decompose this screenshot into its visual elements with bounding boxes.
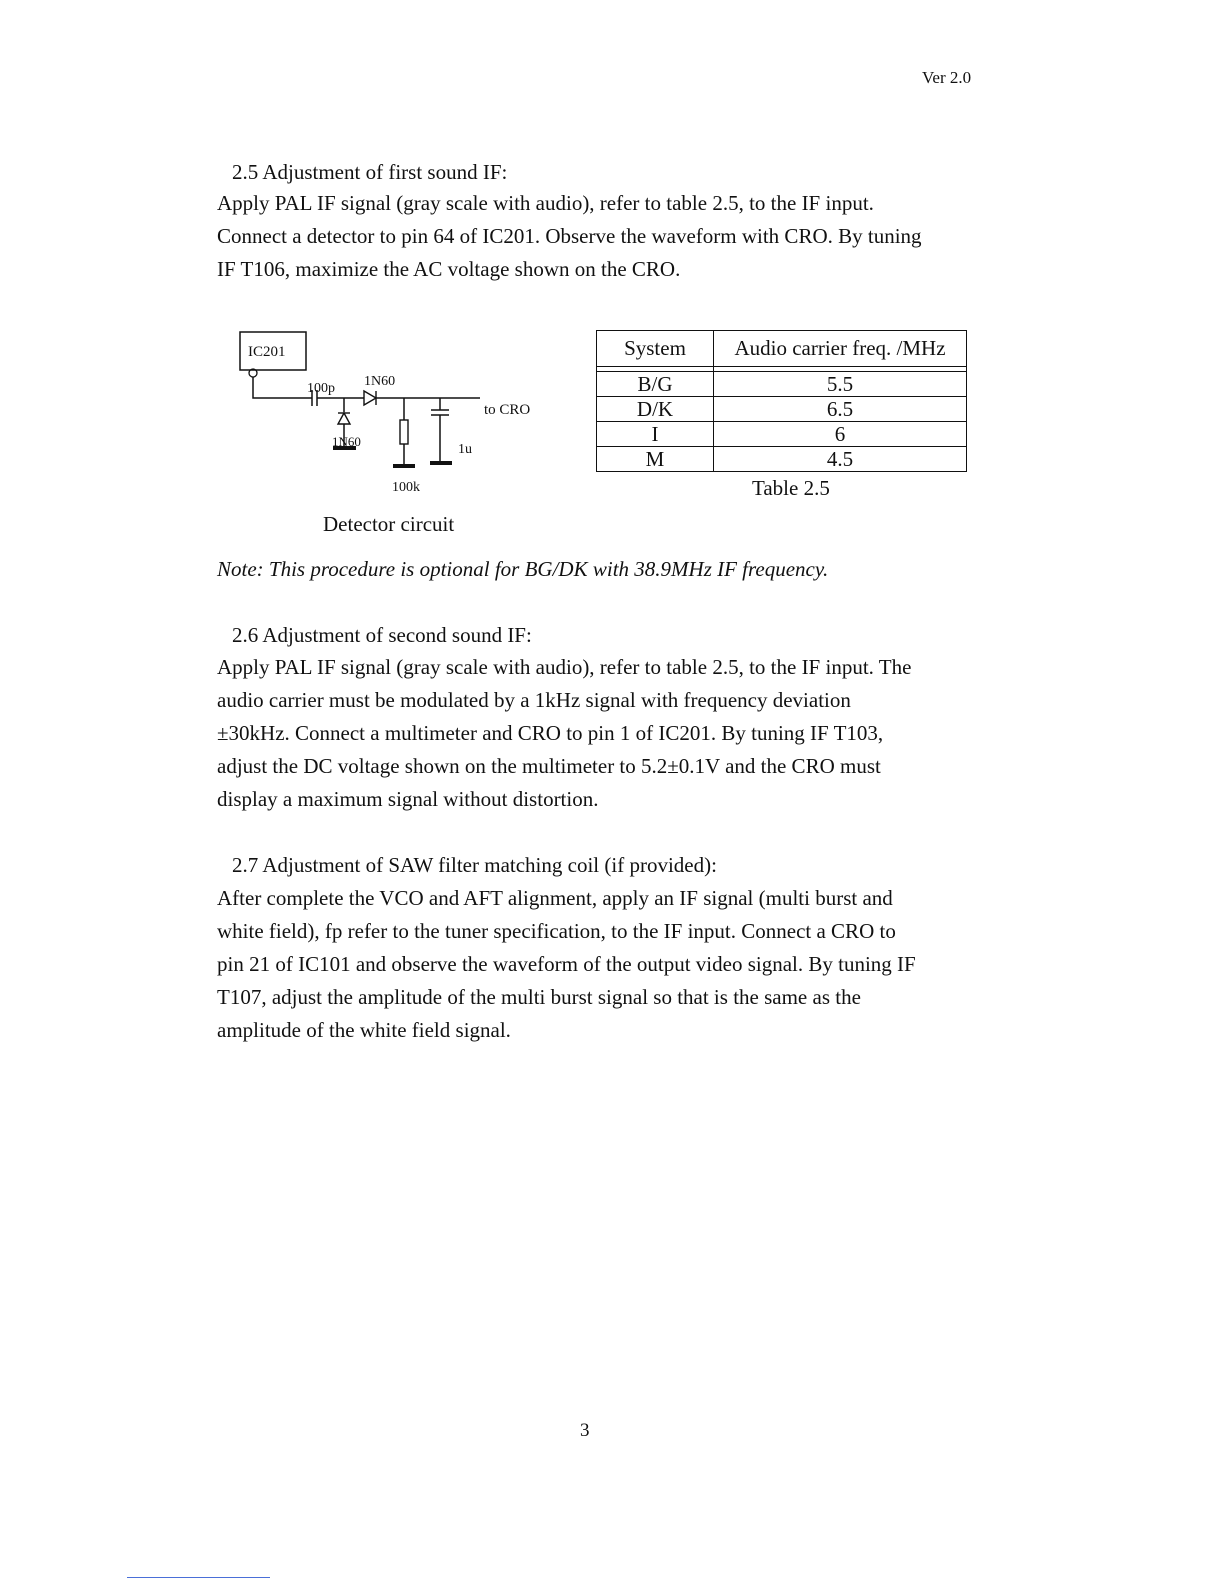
circuit-caption: Detector circuit [323,512,455,536]
resistor-100k [400,420,408,444]
table-cell: 6 [714,422,967,447]
capacitor-1u-label: 1u [458,442,472,457]
paragraph-line: T107, adjust the amplitude of the multi burst signal so that is the same as the [217,985,861,1009]
detector-circuit-diagram [236,328,546,500]
table-header-cell: Audio carrier freq. /MHz [714,331,967,367]
paragraph-line: Apply PAL IF signal (gray scale with audio), refer to table 2.5, to the IF input. [217,191,874,215]
paragraph-line: IF T106, maximize the AC voltage shown on the CRO. [217,257,681,281]
paragraph-line: pin 21 of IC101 and observe the waveform of the output video signal. By tuning IF [217,952,916,976]
table-cell: 4.5 [714,447,967,472]
paragraph-line: Connect a detector to pin 64 of IC201. Observe the waveform with CRO. By tuning [217,224,922,248]
paragraph-line: audio carrier must be modulated by a 1kHz signal with frequency deviation [217,688,851,712]
diode-top-label: 1N60 [364,374,396,389]
section-2-5-body [217,187,977,286]
paragraph-line: ±30kHz. Connect a multimeter and CRO to pin 1 of IC201. By tuning IF T103, [217,721,884,745]
section-2-5-title: 2.5 Adjustment of first sound IF: [232,160,508,184]
diode-series [364,391,376,405]
table-cell: B/G [597,372,714,397]
table-header-cell: System [597,331,714,367]
paragraph-line: amplitude of the white field signal. [217,1018,511,1042]
table-cell: D/K [597,397,714,422]
table-row [597,397,967,422]
diode-bottom-label: 1N60 [332,434,361,449]
section-2-7-body [217,882,977,1047]
table-caption: Table 2.5 [752,476,830,500]
table-header-row [597,331,967,367]
paragraph-line: adjust the DC voltage shown on the multimeter to 5.2±0.1V and the CRO must [217,754,881,778]
table-row [597,422,967,447]
section-2-6-title: 2.6 Adjustment of second sound IF: [232,623,532,647]
footer-rule [127,1577,270,1578]
table-cell: 5.5 [714,372,967,397]
paragraph-line: Apply PAL IF signal (gray scale with audio), refer to table 2.5, to the IF input. The [217,655,912,679]
table-cell: M [597,447,714,472]
table-cell: I [597,422,714,447]
ic-label: IC201 [248,344,286,360]
procedure-note: Note: This procedure is optional for BG/DK with 38.9MHz IF frequency. [217,557,829,581]
paragraph-line: display a maximum signal without distortion. [217,787,599,811]
section-2-7-title: 2.7 Adjustment of SAW filter matching coil (if provided): [232,853,717,877]
audio-carrier-table [596,330,967,472]
table-row [597,447,967,472]
paragraph-line: white field), fp refer to the tuner specification, to the IF input. Connect a CRO to [217,919,896,943]
table-cell: 6.5 [714,397,967,422]
paragraph-line: After complete the VCO and AFT alignment, apply an IF signal (multi burst and [217,886,893,910]
page-number: 3 [580,1420,590,1441]
resistor-label: 100k [392,480,420,495]
section-2-6-body [217,651,977,816]
version-label: Ver 2.0 [922,68,972,87]
capacitor-100p-label: 100p [307,381,335,396]
input-wire [253,377,312,398]
diode-shunt [338,413,350,424]
table-row [597,372,967,397]
to-cro-label: to CRO [484,402,531,418]
